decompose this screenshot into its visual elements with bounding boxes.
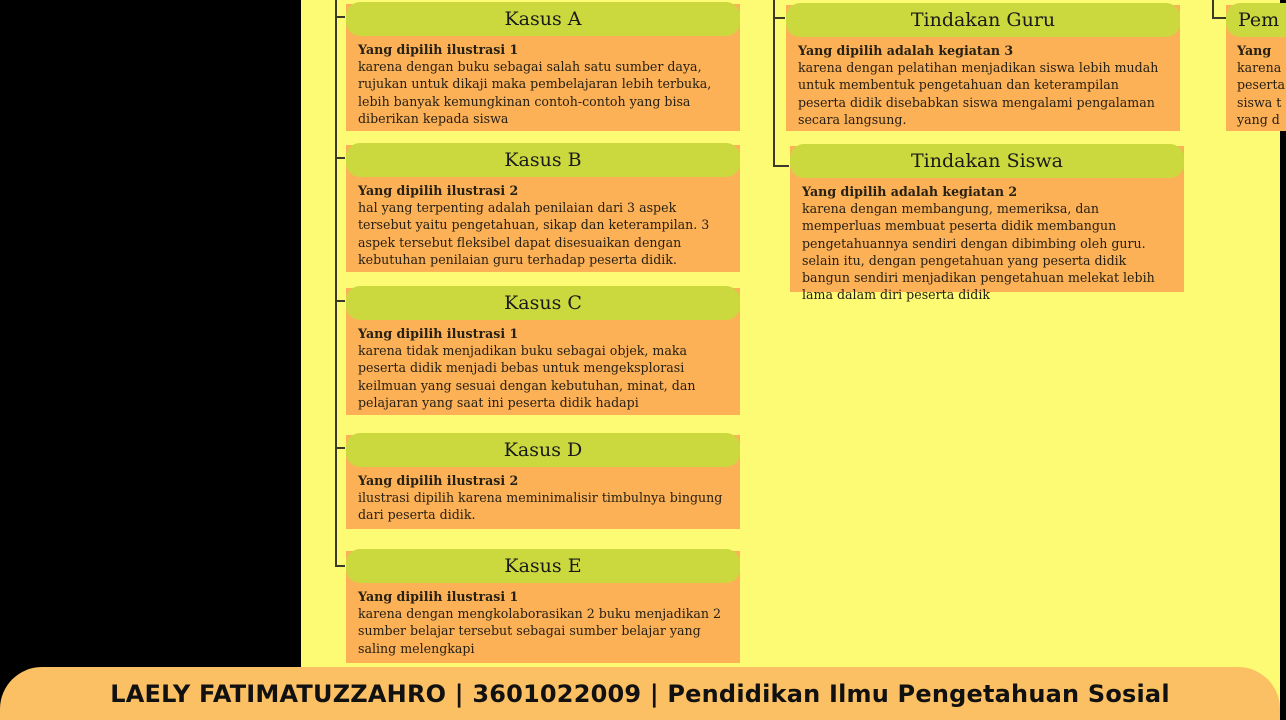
partial-spine-line bbox=[1212, 0, 1214, 18]
partial-line: karena bbox=[1237, 60, 1282, 76]
case-card-a bbox=[346, 4, 740, 131]
partial-title bbox=[1226, 3, 1286, 37]
action-body bbox=[790, 178, 1184, 307]
case-card-b bbox=[346, 145, 740, 272]
tindakan-guru-branch bbox=[773, 17, 785, 19]
case-reason: karena dengan buku sebagai salah satu sumber daya, rujukan untuk dikaji maka pembelajaran lebih terbuka, lebih banyak kemungkinan contoh-contoh yang bisa diberikan kepada siswa bbox=[358, 59, 712, 126]
case-body bbox=[346, 320, 740, 415]
case-title: Kasus B bbox=[346, 143, 740, 177]
case-title: Kasus E bbox=[346, 549, 740, 583]
case-body bbox=[346, 177, 740, 272]
kasus-spine-line bbox=[335, 0, 337, 566]
partial-line: yang d bbox=[1237, 111, 1280, 127]
case-selection: Yang dipilih ilustrasi 1 bbox=[358, 589, 519, 604]
action-body bbox=[786, 37, 1180, 132]
action-selection: Yang dipilih adalah kegiatan 2 bbox=[802, 184, 1018, 199]
case-reason: hal yang terpenting adalah penilaian dari 3 aspek tersebut yaitu pengetahuan, sikap dan keterampilan. 3 aspek tersebut fleksibel dapat disesuaikan dengan kebutuhan penilaian guru terhadap peserta didik. bbox=[358, 200, 710, 267]
case-reason: karena tidak menjadikan buku sebagai objek, maka peserta didik menjadi bebas untuk mengeksplorasi keilmuan yang sesuai dengan kebutuhan, minat, dan pelajaran yang saat ini peserta didik hadapi bbox=[358, 343, 696, 410]
case-card-d bbox=[346, 435, 740, 529]
kasus-c-branch bbox=[335, 300, 345, 302]
case-title: Kasus D bbox=[346, 433, 740, 467]
author-footer bbox=[0, 667, 1280, 720]
kasus-b-branch bbox=[335, 157, 345, 159]
case-title: Kasus C bbox=[346, 286, 740, 320]
case-body bbox=[346, 36, 740, 131]
action-reason: karena dengan membangung, memeriksa, dan memperluas membuat peserta didik membangun pengetahuannya sendiri dengan dibimbing oleh guru. selain itu, dengan pengetahuan yang peserta didik bangun sendiri menjadikan pengetahuan melekat lebih lama dalam diri peserta didik bbox=[802, 201, 1155, 303]
partial-title-text: Pem bbox=[1238, 9, 1280, 31]
kasus-a-branch bbox=[335, 16, 345, 18]
action-selection: Yang dipilih adalah kegiatan 3 bbox=[798, 43, 1014, 58]
partial-body bbox=[1226, 37, 1286, 132]
action-card-siswa bbox=[790, 146, 1184, 303]
tindakan-siswa-branch bbox=[773, 165, 789, 167]
case-body bbox=[346, 467, 740, 528]
partial-line: siswa t bbox=[1237, 94, 1282, 110]
tindakan-spine-line bbox=[773, 0, 775, 166]
kasus-d-branch bbox=[335, 447, 345, 449]
partial-branch bbox=[1212, 17, 1226, 19]
author-caption: LAELY FATIMATUZZAHRO | 3601022009 | Pendidikan Ilmu Pengetahuan Sosial bbox=[110, 679, 1170, 708]
case-card-e bbox=[346, 551, 740, 663]
case-card-c bbox=[346, 288, 740, 415]
action-title: Tindakan Guru bbox=[786, 3, 1180, 37]
action-reason: karena dengan pelatihan menjadikan siswa lebih mudah untuk membentuk pengetahuan dan keterampilan peserta didik disebabkan siswa mengalami pengalaman secara langsung. bbox=[798, 60, 1159, 127]
case-reason: karena dengan mengkolaborasikan 2 buku menjadikan 2 sumber belajar tersebut sebagai sumber belajar yang saling melengkapi bbox=[358, 606, 721, 656]
case-selection: Yang dipilih ilustrasi 2 bbox=[358, 183, 519, 198]
case-body bbox=[346, 583, 740, 661]
case-selection: Yang dipilih ilustrasi 1 bbox=[358, 326, 519, 341]
case-reason: ilustrasi dipilih karena meminimalisir timbulnya bingung dari peserta didik. bbox=[358, 490, 723, 523]
case-selection: Yang dipilih ilustrasi 1 bbox=[358, 42, 519, 57]
action-card-guru bbox=[786, 5, 1180, 131]
partial-selection: Yang bbox=[1237, 43, 1272, 58]
partial-card bbox=[1226, 5, 1286, 131]
diagram-canvas bbox=[301, 0, 1286, 720]
case-selection: Yang dipilih ilustrasi 2 bbox=[358, 473, 519, 488]
partial-line: peserta bbox=[1237, 77, 1286, 93]
kasus-e-branch bbox=[335, 565, 345, 567]
action-title: Tindakan Siswa bbox=[790, 144, 1184, 178]
case-title: Kasus A bbox=[346, 2, 740, 36]
